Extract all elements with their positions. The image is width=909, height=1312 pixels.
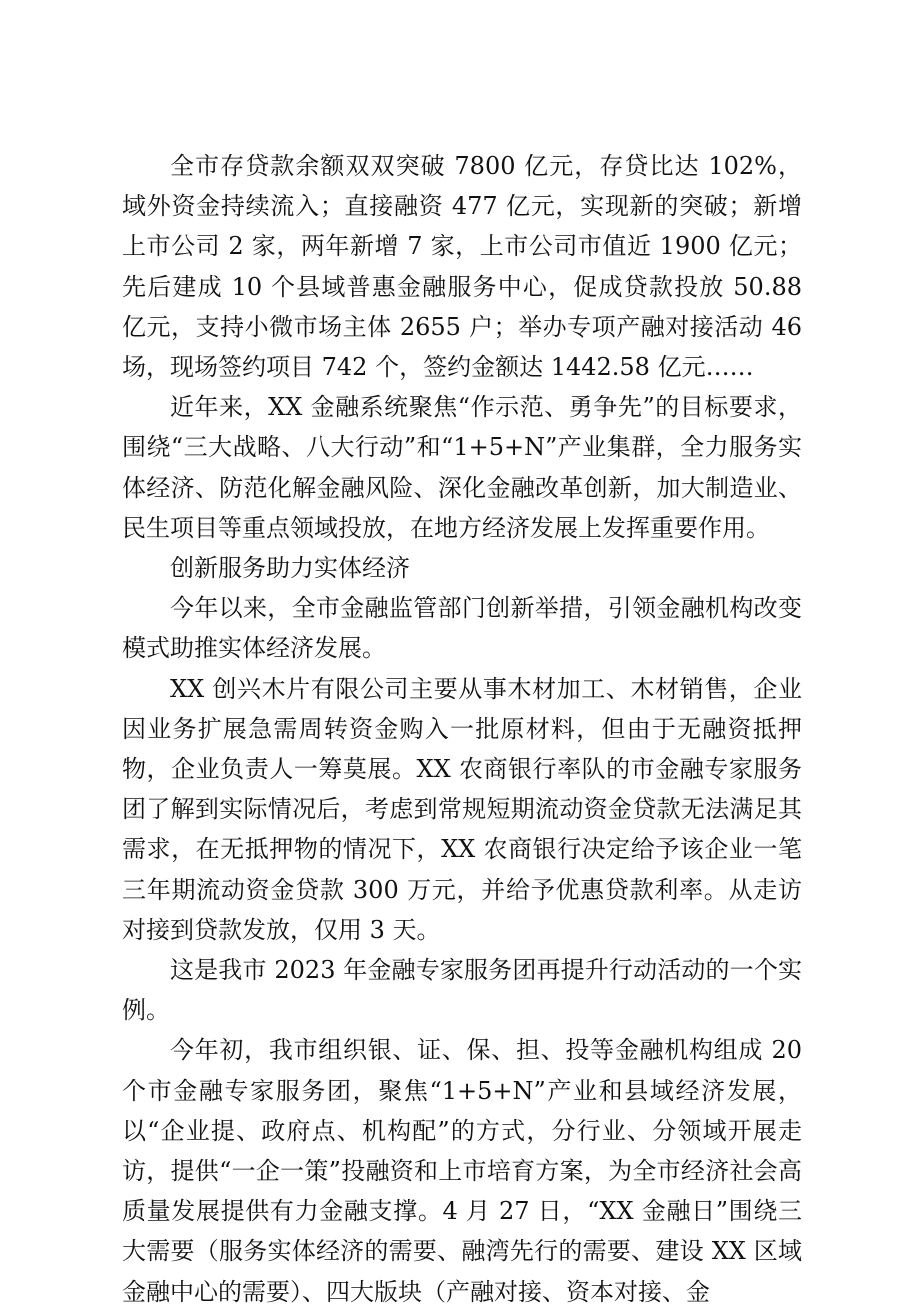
paragraph-example: 这是我市 2023 年金融专家服务团再提升行动活动的一个实例。 xyxy=(122,956,802,1025)
paragraph-expert-teams: 今年初，我市组织银、证、保、担、投等金融机构组成 20 个市金融专家服务团，聚焦“1+5+N”产业和县域经济发展，以“企业提、政府点、机构配”的方式，分行业、分领域开展走访，提供“一企一策”投融资和上市培育方案，为全市经济社会高质量发展提供有力金融支撑。4 月 27 日，“XX 金融日”围绕三大需要（服务实体经济的需要、融湾先行的需要、建设 XX 区域金融中心的需要）、四大版块（产融对接、资本对接、金 xyxy=(122,1036,802,1306)
document-body xyxy=(122,146,802,1312)
paragraph-company-case: XX 创兴木片有限公司主要从事木材加工、木材销售，企业因业务扩展急需周转资金购入一批原材料，但由于无融资抵押物，企业负责人一筹莫展。XX 农商银行率队的市金融专家服务团了解到实际情况后，考虑到常规短期流动资金贷款无法满足其需求，在无抵押物的情况下，XX 农商银行决定给予该企业一笔三年期流动资金贷款 300 万元，并给予优惠贷款利率。从走访对接到贷款发放，仅用 3 天。 xyxy=(122,674,802,944)
paragraph-statistics: 全市存贷款余额双双突破 7800 亿元，存贷比达 102%，域外资金持续流入；直接融资 477 亿元，实现新的突破；新增上市公司 2 家，两年新增 7 家，上市公司市值近 1900 亿元；先后建成 10 个县域普惠金融服务中心，促成贷款投放 50.88 亿元，支持小微市场主体 2655 户；举办专项产融对接活动 46 场，现场签约项目 742 个，签约金额达 1442.58 亿元…… xyxy=(122,152,802,382)
section-heading: 创新服务助力实体经济 xyxy=(170,554,410,583)
paragraph-overview: 近年来，XX 金融系统聚焦“作示范、勇争先”的目标要求，围绕“三大战略、八大行动”和“1+5+N”产业集群，全力服务实体经济、防范化解金融风险、深化金融改革创新，加大制造业、民生项目等重点领域投放，在地方经济发展上发挥重要作用。 xyxy=(122,393,802,542)
paragraph-intro: 今年以来，全市金融监管部门创新举措，引领金融机构改变模式助推实体经济发展。 xyxy=(122,594,802,663)
